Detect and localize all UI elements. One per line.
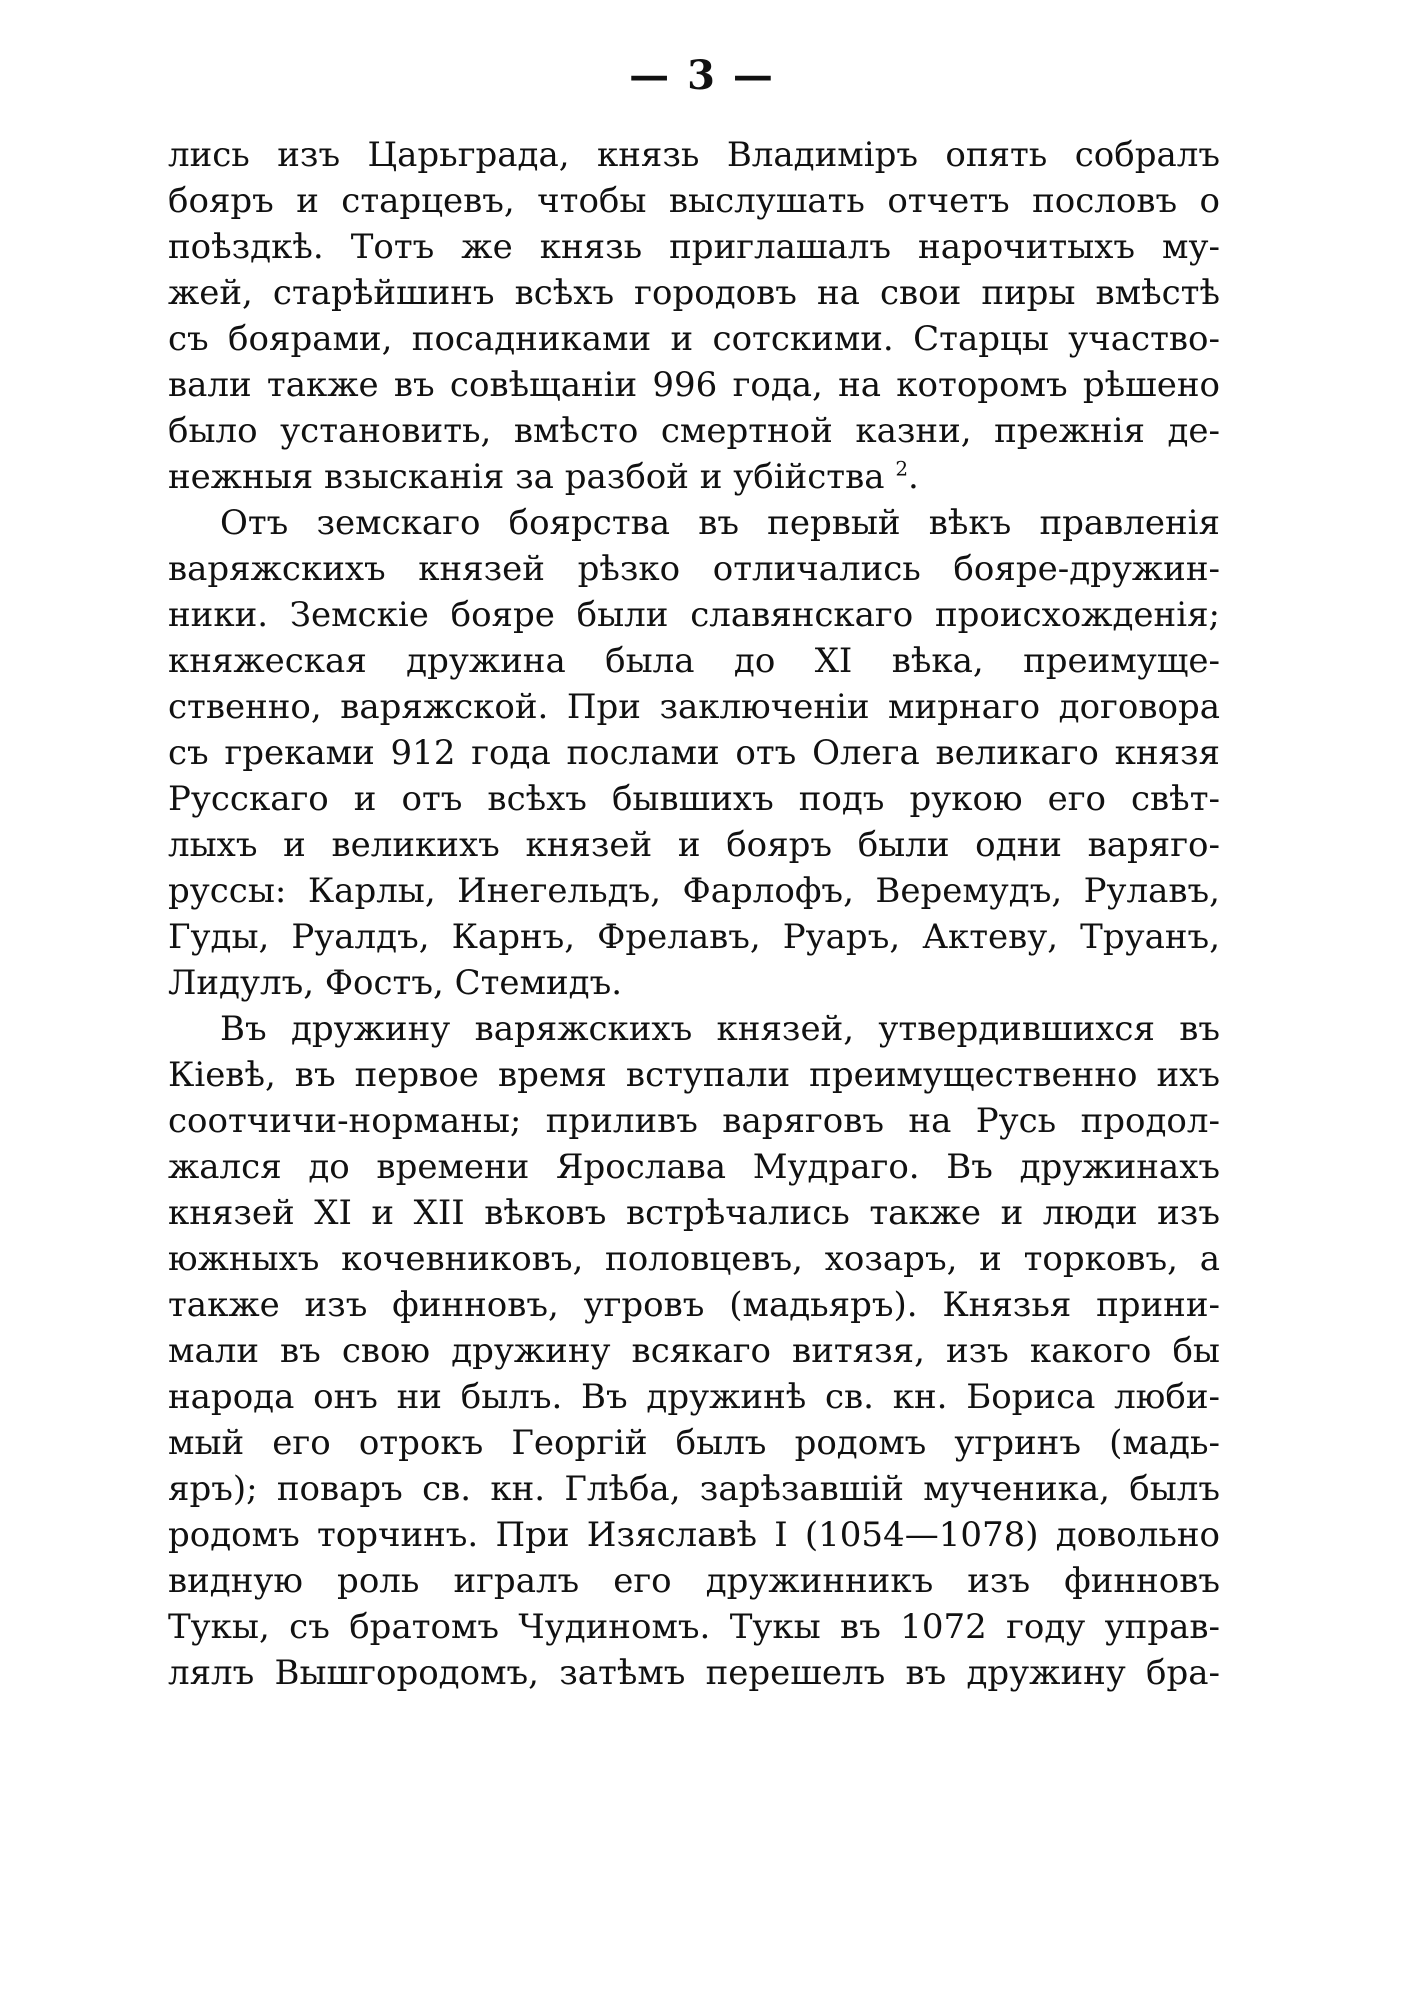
period: . bbox=[908, 457, 919, 497]
text-line: жался до времени Ярослава Мудраго. Въ дружинахъ bbox=[168, 1147, 1220, 1187]
text-line: ники. Земскiе бояре были славянскаго происхожденiя; bbox=[168, 595, 1220, 635]
text-line: Лидулъ, Фостъ, Стемидъ. bbox=[168, 963, 623, 1003]
text-line: лись изъ Царьграда, князь Владимiръ опять собралъ bbox=[168, 135, 1220, 175]
text-line: съ греками 912 года послами отъ Олега великаго князя bbox=[168, 733, 1220, 773]
text-line: было установить, вмѣсто смертной казни, прежнiя де- bbox=[168, 411, 1220, 451]
text-line: жей, старѣйшинъ всѣхъ городовъ на свои пиры вмѣстѣ bbox=[168, 273, 1220, 313]
paragraph-start: Въ дружину варяжскихъ князей, утвердившихся въ bbox=[220, 1009, 1220, 1049]
text-line: съ боярами, посадниками и сотскими. Старцы участво- bbox=[168, 319, 1220, 359]
text-line: яръ); поваръ св. кн. Глѣба, зарѣзавшiй мученика, былъ bbox=[168, 1469, 1220, 1509]
text-line: княжеская дружина была до XI вѣка, преимуще- bbox=[168, 641, 1220, 681]
text-line: народа онъ ни былъ. Въ дружинѣ св. кн. Бориса люби- bbox=[168, 1377, 1220, 1417]
text-line: родомъ торчинъ. При Изяславѣ I (1054—1078) довольно bbox=[168, 1515, 1220, 1555]
text-line: Тукы, съ братомъ Чудиномъ. Тукы въ 1072 году управ- bbox=[168, 1607, 1220, 1647]
body-text bbox=[168, 132, 1220, 1696]
text-line: поѣздкѣ. Тотъ же князь приглашалъ нарочитыхъ му- bbox=[168, 227, 1220, 267]
text-line: Кiевѣ, въ первое время вступали преимущественно ихъ bbox=[168, 1055, 1220, 1095]
text-line: князей XI и XII вѣковъ встрѣчались также и люди изъ bbox=[168, 1193, 1220, 1233]
text-line: ственно, варяжской. При заключенiи мирнаго договора bbox=[168, 687, 1220, 727]
text-line: видную роль игралъ его дружинникъ изъ финновъ bbox=[168, 1561, 1220, 1601]
text-line: лялъ Вышгородомъ, затѣмъ перешелъ въ дружину бра- bbox=[168, 1653, 1220, 1693]
text-line: нежныя взысканiя за разбой и убiйства bbox=[168, 457, 885, 497]
text-line: Гуды, Руалдъ, Карнъ, Фрелавъ, Руаръ, Актеву, Труанъ, bbox=[168, 917, 1220, 957]
text-line: мали въ свою дружину всякаго витязя, изъ какого бы bbox=[168, 1331, 1220, 1371]
footnote-ref: 2 bbox=[895, 456, 909, 481]
page-number: — 3 — bbox=[629, 52, 775, 99]
text-line: южныхъ кочевниковъ, половцевъ, хозаръ, и торковъ, а bbox=[168, 1239, 1220, 1279]
paragraph-start: Отъ земскаго боярства въ первый вѣкъ правленiя bbox=[220, 503, 1220, 543]
text-line: мый его отрокъ Георгiй былъ родомъ угринъ (мадь- bbox=[168, 1423, 1220, 1463]
text-line: Русскаго и отъ всѣхъ бывшихъ подъ рукою его свѣт- bbox=[168, 779, 1220, 819]
text-line: варяжскихъ князей рѣзко отличались бояре-дружин- bbox=[168, 549, 1220, 589]
text-line: вали также въ совѣщанiи 996 года, на которомъ рѣшено bbox=[168, 365, 1220, 405]
text-line: руссы: Карлы, Инегельдъ, Фарлофъ, Веремудъ, Рулавъ, bbox=[168, 871, 1220, 911]
text-line: соотчичи-норманы; приливъ варяговъ на Русь продол- bbox=[168, 1101, 1220, 1141]
text-line-with-footnote bbox=[168, 454, 1220, 500]
text-line: бояръ и старцевъ, чтобы выслушать отчетъ пословъ о bbox=[168, 181, 1220, 221]
text-line: лыхъ и великихъ князей и бояръ были одни варяго- bbox=[168, 825, 1220, 865]
text-line: также изъ финновъ, угровъ (мадьяръ). Князья прини- bbox=[168, 1285, 1220, 1325]
